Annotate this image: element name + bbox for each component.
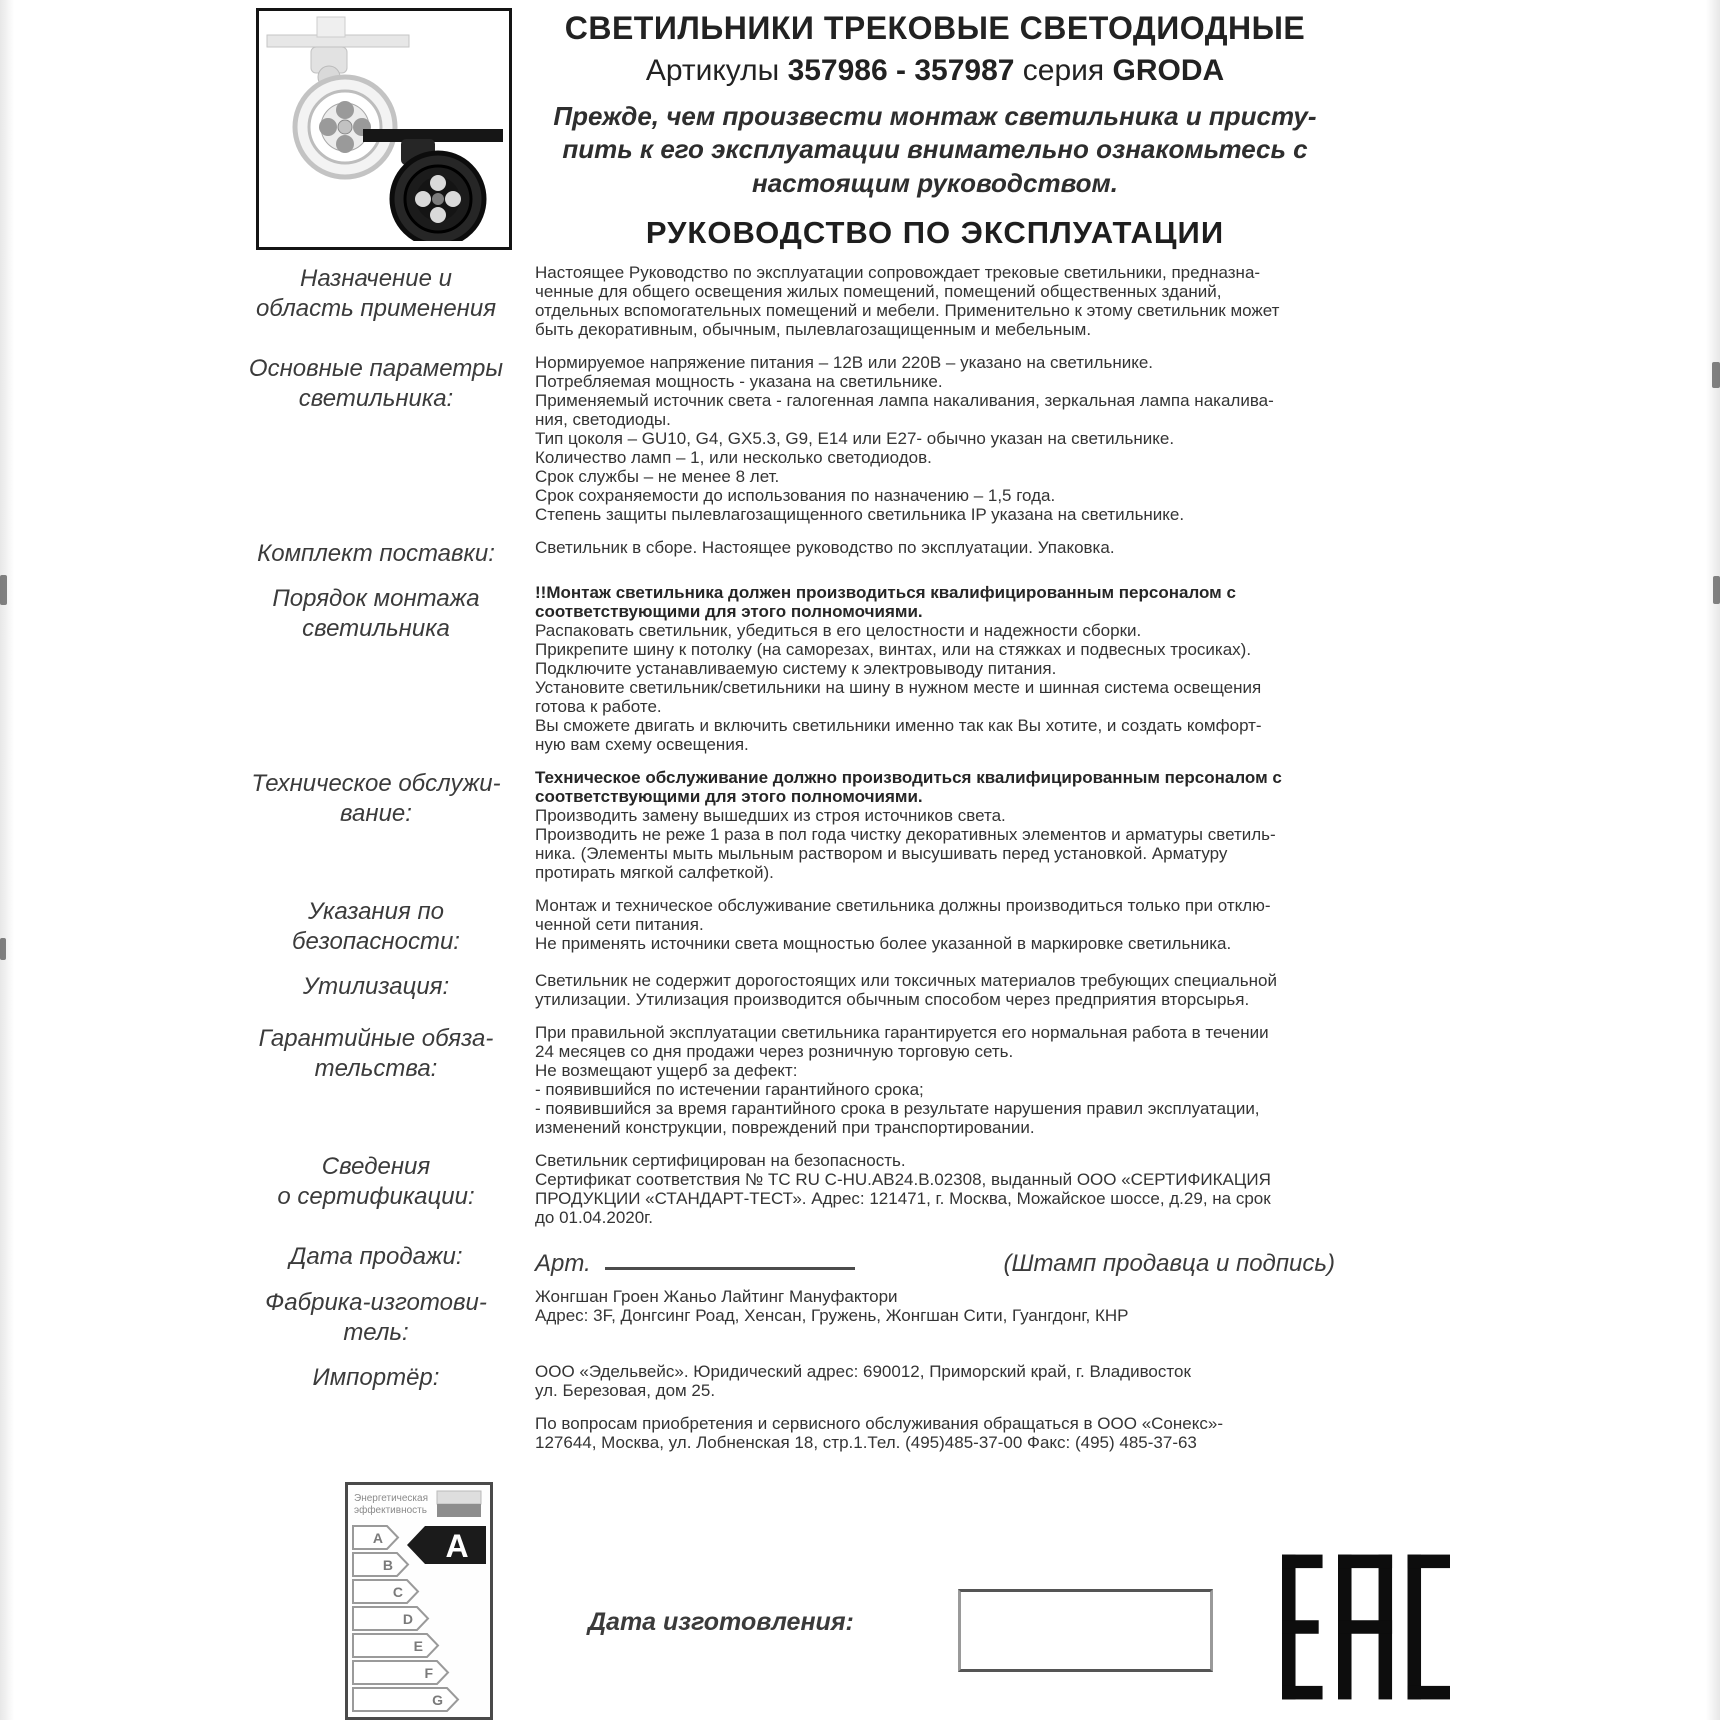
energy-label-flag-bottom [437, 1504, 481, 1517]
section-label [230, 583, 522, 754]
section-mounting-order [230, 583, 1470, 754]
articles-prefix: Артикулы [645, 54, 780, 87]
product-photo [256, 8, 512, 250]
section-body [535, 1023, 1335, 1137]
text-line: Светильник в сборе. Настоящее руководство по эксплуатации. Упаковка. [535, 537, 1115, 557]
energy-bar-letter: B [382, 1557, 393, 1573]
text-line: быть декоративным, обычным, пылевлагозащищенным и мебельным. [535, 319, 1092, 339]
text-line: Количество ламп – 1, или несколько светодиодов. [535, 447, 932, 467]
section-label [230, 1151, 522, 1227]
text-line: соответствующими для этого полномочиями. [535, 601, 923, 621]
text-line: готова к работе. [535, 696, 662, 716]
section-label-line: безопасности: [292, 927, 460, 955]
notice-line: Прежде, чем произвести монтаж светильника и присту- [553, 101, 1317, 131]
section-label-line: область применения [255, 294, 497, 322]
text-line: Жонгшан Гроен Жаньо Лайтинг Мануфактори [535, 1286, 898, 1306]
text-line: Распаковать светильник, убедиться в его целостности и надежности сборки. [535, 620, 1142, 640]
energy-label-title-line2: эффективность [354, 1505, 427, 1516]
section-body [535, 583, 1335, 754]
notice-line: настоящим руководством. [752, 167, 1118, 198]
section-label-line: светильника [302, 614, 450, 642]
reflector-detail [430, 175, 446, 191]
section-label-line: светильника: [298, 384, 454, 412]
text-line: Производить не реже 1 раза в пол года чистку декоративных элементов и арматуры светиль- [535, 824, 1276, 844]
energy-label-graphic [345, 1482, 493, 1720]
article-label: Арт. [535, 1249, 591, 1277]
stamp-note: (Штамп продавца и подпись) [1003, 1249, 1335, 1277]
text-line: ния, светодиоды. [535, 409, 671, 429]
reflector-detail [415, 191, 431, 207]
section-label-line: Назначение и [300, 264, 452, 292]
section-label-line: вание: [340, 799, 412, 827]
scan-artifact [1713, 576, 1720, 604]
text-line: Применяемый источник света - галогенная лампа накаливания, зеркальная лампа накалива- [535, 390, 1274, 410]
text-line: утилизации. Утилизация производится обычным способом через предприятия вторсырья. [535, 989, 1250, 1009]
text-line: !!Монтаж светильника должен производиться квалифицированным персоналом с [535, 582, 1236, 602]
section-body [535, 353, 1335, 524]
text-line: Светильник не содержит дорогостоящих или токсичных материалов требующих специальной [535, 970, 1278, 990]
energy-bar-letter: C [392, 1584, 403, 1600]
section-label-line: тель: [343, 1318, 409, 1346]
track-lights-illustration [259, 11, 503, 241]
manual-title: РУКОВОДСТВО ПО ЭКСПЛУАТАЦИИ [645, 214, 1225, 250]
text-line: 24 месяцев со дня продажи через розничную торговую сеть. [535, 1041, 1014, 1061]
articles-numbers: 357986 - 357987 [787, 54, 1015, 87]
text-line: ную вам схему освещения. [535, 734, 749, 754]
section-label [230, 1414, 522, 1452]
text-line: Срок сохраняемости до использования по назначению – 1,5 года. [535, 485, 1056, 505]
section-label-line: Утилизация: [302, 972, 450, 1000]
text-line: Сертификат соответствия № ТС RU C-HU.АВ24.В.02308, выданный ООО «СЕРТИФИКАЦИЯ [535, 1169, 1271, 1189]
section-label [230, 1362, 522, 1400]
section-importer [230, 1362, 1470, 1400]
eac-mark [1282, 1552, 1450, 1707]
text-line: Вы сможете двигать и включить светильники именно так как Вы хотите, и создать комфорт- [535, 715, 1262, 735]
text-line: По вопросам приобретения и сервисного обслуживания обращаться в ООО «Сонекс»- [535, 1413, 1223, 1433]
section-body [535, 1151, 1335, 1227]
eac-mark-graphic [1282, 1552, 1450, 1702]
text-line: ООО «Эдельвейс». Юридический адрес: 690012, Приморский край, г. Владивосток [535, 1361, 1191, 1381]
energy-bar [353, 1580, 418, 1603]
section-safety [230, 896, 1470, 957]
text-line: ченной сети питания. [535, 914, 704, 934]
text-line: 127644, Москва, ул. Лобненская 18, стр.1.Тел. (495)485-37-00 Факс: (495) 485-37-63 [535, 1432, 1197, 1452]
scan-artifact [1712, 362, 1720, 388]
section-label [230, 1023, 522, 1137]
section-label-line: Указания по [307, 897, 445, 925]
text-line: ПРОДУКЦИИ «СТАНДАРТ-ТЕСТ». Адрес: 121471, г. Москва, Можайское шоссе, д.29, на срок [535, 1188, 1271, 1208]
text-line: Монтаж и техническое обслуживание светильника должны производиться только при отклю- [535, 895, 1271, 915]
text-line: При правильной эксплуатации светильника гарантируется его нормальная работа в течении [535, 1022, 1269, 1042]
sections [230, 263, 1470, 1452]
section-label-line: Сведения [321, 1152, 431, 1180]
text-line: Степень защиты пылевлагозащищенного светильника IP указана на светильнике. [535, 504, 1185, 524]
manufacture-date-label: Дата изготовления: [588, 1608, 854, 1636]
text-line: Установите светильник/светильники на шину в нужном месте и шинная система освещения [535, 677, 1262, 697]
section-label [230, 353, 522, 524]
energy-bar-letter: F [424, 1665, 433, 1681]
page-title: СВЕТИЛЬНИКИ ТРЕКОВЫЕ СВЕТОДИОДНЫЕ [564, 10, 1306, 46]
text-line: Прикрепите шину к потолку (на саморезах, винтах, или на стяжках и подвесных тросиках). [535, 639, 1252, 659]
section-service-contact [230, 1414, 1470, 1452]
section-label-line: Основные параметры [248, 354, 504, 382]
energy-label-flag-top [437, 1491, 481, 1504]
section-maintenance [230, 768, 1470, 882]
reflector-center [432, 193, 444, 205]
section-body [535, 971, 1335, 1009]
section-label-line: Дата продажи: [289, 1242, 463, 1270]
text-line: ника. (Элементы мыть мыльным раствором и высушивать перед установкой. Арматуру [535, 843, 1228, 863]
text-line: Светильник сертифицирован на безопасность. [535, 1150, 906, 1170]
scan-artifact [0, 575, 7, 605]
series-word: серия [1022, 54, 1105, 87]
section-warranty [230, 1023, 1470, 1137]
header [535, 8, 1335, 251]
section-body [535, 1241, 1335, 1277]
section-body [535, 1362, 1335, 1400]
sale-row [535, 1241, 1335, 1277]
section-factory [230, 1287, 1470, 1348]
section-package-contents [230, 538, 1470, 569]
energy-bar-letter: A [372, 1530, 383, 1546]
section-label-line: Порядок монтажа [272, 584, 480, 612]
notice-line: пить к его эксплуатации внимательно ознакомьтесь с [562, 134, 1308, 165]
section-label [230, 1287, 522, 1348]
section-label-line: Гарантийные обяза- [258, 1024, 494, 1052]
text-line: ченные для общего освещения жилых помещений, помещений общественных зданий, [535, 281, 1222, 301]
section-sale-date [230, 1241, 1470, 1277]
section-purpose [230, 263, 1470, 339]
text-line: соответствующими для этого полномочиями. [535, 786, 923, 806]
text-line: изменений конструкции, повреждений при транспортировании. [535, 1117, 1035, 1137]
energy-label-title-line1: Энергетическая [354, 1493, 428, 1504]
section-body [535, 538, 1335, 569]
white-track-adapter [317, 17, 345, 37]
section-disposal [230, 971, 1470, 1009]
section-body [535, 263, 1335, 339]
reflector-detail [445, 191, 461, 207]
text-line: Настоящее Руководство по эксплуатации сопровождает трековые светильники, предназна- [535, 262, 1261, 282]
text-line: - появившийся по истечении гарантийного срока; [535, 1079, 924, 1099]
section-body [535, 1287, 1335, 1348]
text-line: Не возмещают ущерб за дефект: [535, 1060, 798, 1080]
reflector-detail [319, 118, 337, 136]
scan-edge-left [0, 0, 14, 1720]
section-label [230, 971, 522, 1009]
text-line: Не применять источники света мощностью более указанной в маркировке светильника. [535, 933, 1232, 953]
section-main-parameters [230, 353, 1470, 524]
section-body [535, 768, 1335, 882]
section-label [230, 263, 522, 339]
section-label [230, 538, 522, 569]
reflector-detail [336, 135, 354, 153]
manufacture-date-box [958, 1589, 1213, 1672]
reflector-detail [430, 207, 446, 223]
scan-edge-right [1706, 0, 1720, 1720]
text-line: Срок службы – не менее 8 лет. [535, 466, 780, 486]
section-label-line: Импортёр: [312, 1363, 440, 1391]
section-label-line: Комплект поставки: [257, 539, 495, 567]
articles-line [535, 54, 1335, 88]
text-line: протирать мягкой салфеткой). [535, 862, 774, 882]
reflector-detail [336, 101, 354, 119]
energy-rating-letter: A [445, 1528, 469, 1564]
section-label-line: Фабрика-изготови- [265, 1288, 487, 1316]
section-label [230, 896, 522, 957]
energy-bar [353, 1661, 448, 1684]
section-body [535, 1414, 1335, 1452]
text-line: до 01.04.2020г. [535, 1207, 654, 1227]
reflector-center [338, 120, 352, 134]
text-line: Производить замену вышедших из строя источников света. [535, 805, 1006, 825]
energy-bar-letter: E [413, 1638, 423, 1654]
section-label [230, 1241, 522, 1273]
text-line: отдельных вспомогательных помещений и мебели. Применительно к этому светильник может [535, 300, 1280, 320]
scan-artifact [0, 938, 6, 960]
energy-efficiency-label [345, 1482, 493, 1720]
notice [535, 100, 1335, 200]
article-blank-line [605, 1267, 855, 1270]
section-label [230, 768, 522, 882]
energy-bar-letter: D [402, 1611, 413, 1627]
text-line: Адрес: 3F, Донгсинг Роад, Хенсан, Гружень, Жонгшан Сити, Гуангдонг, КНР [535, 1305, 1129, 1325]
series-name: GRODA [1112, 54, 1225, 87]
document [230, 8, 1470, 1466]
energy-bar [353, 1553, 408, 1576]
energy-bar [353, 1607, 428, 1630]
text-line: Тип цоколя – GU10, G4, GX5.3, G9, Е14 или Е27- обычно указан на светильнике. [535, 428, 1175, 448]
text-line: Подключите устанавливаемую систему к электровыводу питания. [535, 658, 1057, 678]
section-label-line: Техническое обслужи- [251, 769, 501, 797]
text-line: Техническое обслуживание должно производиться квалифицированным персоналом с [535, 767, 1282, 787]
text-line: Потребляемая мощность - указана на светильнике. [535, 371, 943, 391]
text-line: - появившийся за время гарантийного срока в результате нарушения правил эксплуатации, [535, 1098, 1260, 1118]
energy-bar [353, 1634, 438, 1657]
section-label-line: о сертификации: [277, 1182, 475, 1210]
section-certification [230, 1151, 1470, 1227]
section-body [535, 896, 1335, 957]
text-line: ул. Березовая, дом 25. [535, 1380, 716, 1400]
energy-bar-letter: G [432, 1692, 443, 1708]
text-line: Нормируемое напряжение питания – 12В или 220В – указано на светильнике. [535, 352, 1154, 372]
section-label-line: тельства: [314, 1054, 438, 1082]
